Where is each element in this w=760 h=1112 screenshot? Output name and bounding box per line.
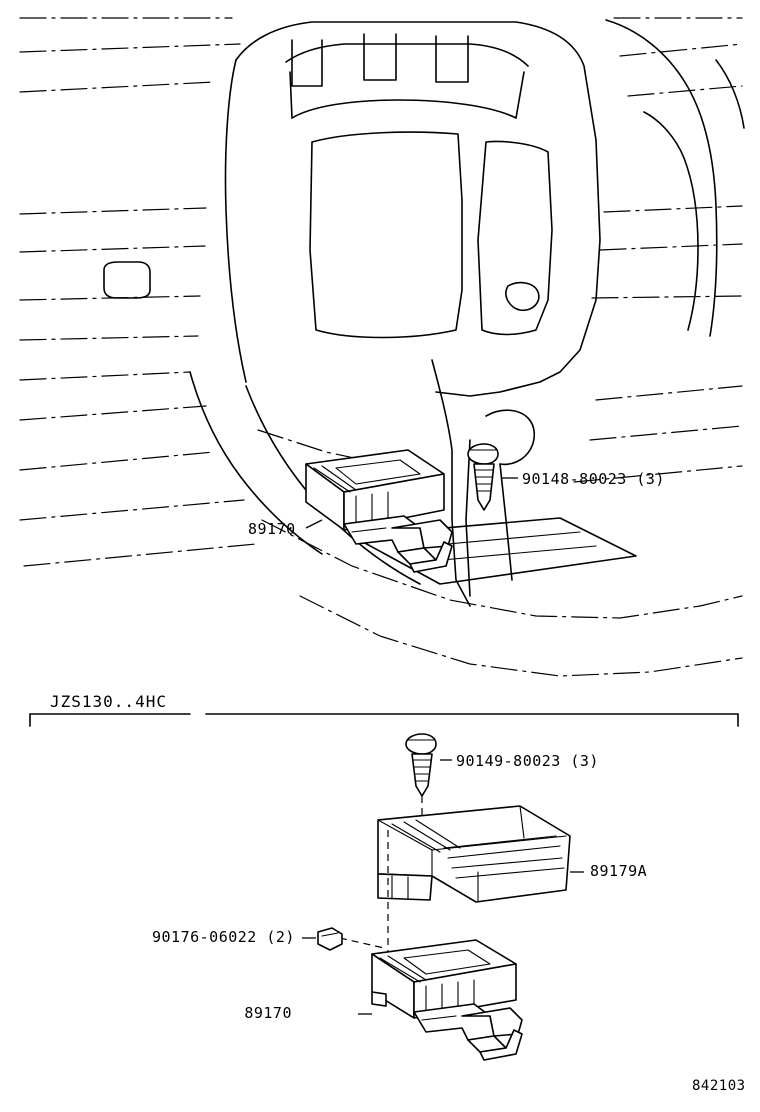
exploded-illustration (302, 734, 584, 1060)
ecu-bottom-assembly (372, 940, 522, 1060)
nut-bottom-icon (318, 928, 342, 950)
bolt-top-icon (468, 444, 498, 510)
interior-illustration (20, 18, 744, 676)
callout-sensor-top: 89170 (248, 520, 296, 538)
callout-cover-bottom: 89179A (590, 862, 648, 880)
figure-code: 842103 (692, 1078, 746, 1094)
assembly-guide-nut (340, 938, 384, 948)
callout-screw-bottom: 90149-80023 (3) (456, 752, 599, 770)
variant-bracket (30, 714, 738, 726)
screw-bottom-icon (406, 734, 436, 796)
leader-sensor-top (306, 520, 322, 528)
callout-bolt-top: 90148-80023 (3) (522, 470, 665, 488)
variant-note: JZS130..4HC (50, 692, 167, 711)
callout-nut-bottom: 90176-06022 (2) (152, 928, 295, 946)
callout-sensor-bottom: 89170 (244, 1004, 292, 1022)
cover-bottom (378, 806, 570, 902)
